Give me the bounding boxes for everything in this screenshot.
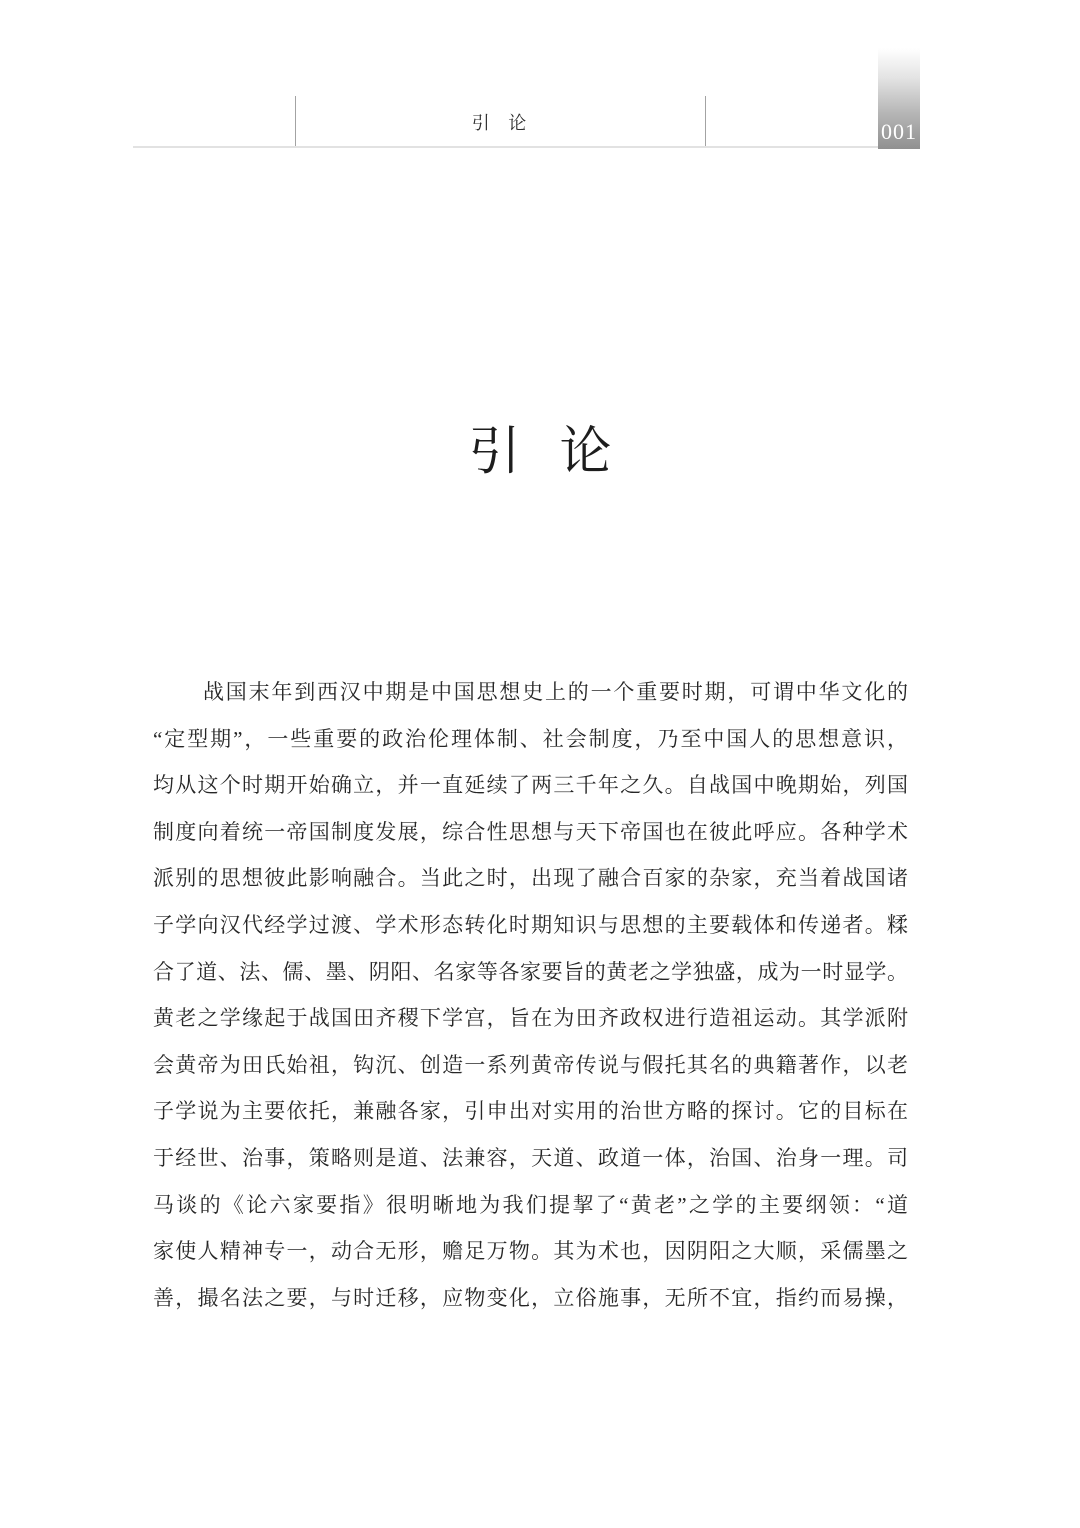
- text-line: “定型期”，一些重要的政治伦理体制、社会制度，乃至中国人的思想意识，: [153, 726, 908, 751]
- text-line: 均从这个时期开始确立，并一直延续了两三千年之久。自战国中晚期始，列国: [153, 773, 908, 798]
- text-line: 黄老之学缘起于战国田齐稷下学宫，旨在为田齐政权进行造祖运动。其学派附: [153, 1006, 908, 1031]
- text-line: 于经世、治事，策略则是道、法兼容，天道、政道一体，治国、治身一理。司: [153, 1145, 908, 1170]
- header-horizontal-rule: [133, 146, 878, 148]
- page-number: 001: [881, 119, 917, 144]
- text-line: 子学向汉代经学过渡、学术形态转化时期知识与思想的主要载体和传递者。糅: [153, 912, 908, 937]
- header-vertical-rule-right: [705, 96, 706, 147]
- text-line: 战国末年到西汉中期是中国思想史上的一个重要时期，可谓中华文化的: [203, 680, 908, 704]
- text-line: 派别的思想彼此影响融合。当此之时，出现了融合百家的杂家，充当着战国诸: [153, 866, 908, 891]
- text-line: 马谈的《论六家要指》很明晰地为我们提挈了“黄老”之学的主要纲领：“道: [153, 1192, 908, 1217]
- running-header-title: 引 论: [471, 113, 529, 133]
- header-vertical-rule-left: [295, 96, 296, 147]
- text-line: 家使人精神专一，动合无形，赡足万物。其为术也，因阴阳之大顺，采儒墨之: [153, 1239, 908, 1264]
- text-line: 合了道、法、儒、墨、阴阳、名家等各家要旨的黄老之学独盛，成为一时显学。: [153, 959, 908, 984]
- text-line: 子学说为主要依托，兼融各家，引申出对实用的治世方略的探讨。它的目标在: [153, 1099, 908, 1124]
- page-number-tab: [878, 48, 920, 149]
- body-paragraph: [153, 669, 908, 1321]
- text-line: 制度向着统一帝国制度发展，综合性思想与天下帝国也在彼此呼应。各种学术: [153, 819, 908, 844]
- text-line: 善，撮名法之要，与时迁移，应物变化，立俗施事，无所不宜，指约而易操，: [153, 1285, 908, 1310]
- text-line: 会黄帝为田氏始祖，钩沉、创造一系列黄帝传说与假托其名的典籍著作，以老: [153, 1052, 908, 1077]
- chapter-title: 引 论: [468, 424, 612, 481]
